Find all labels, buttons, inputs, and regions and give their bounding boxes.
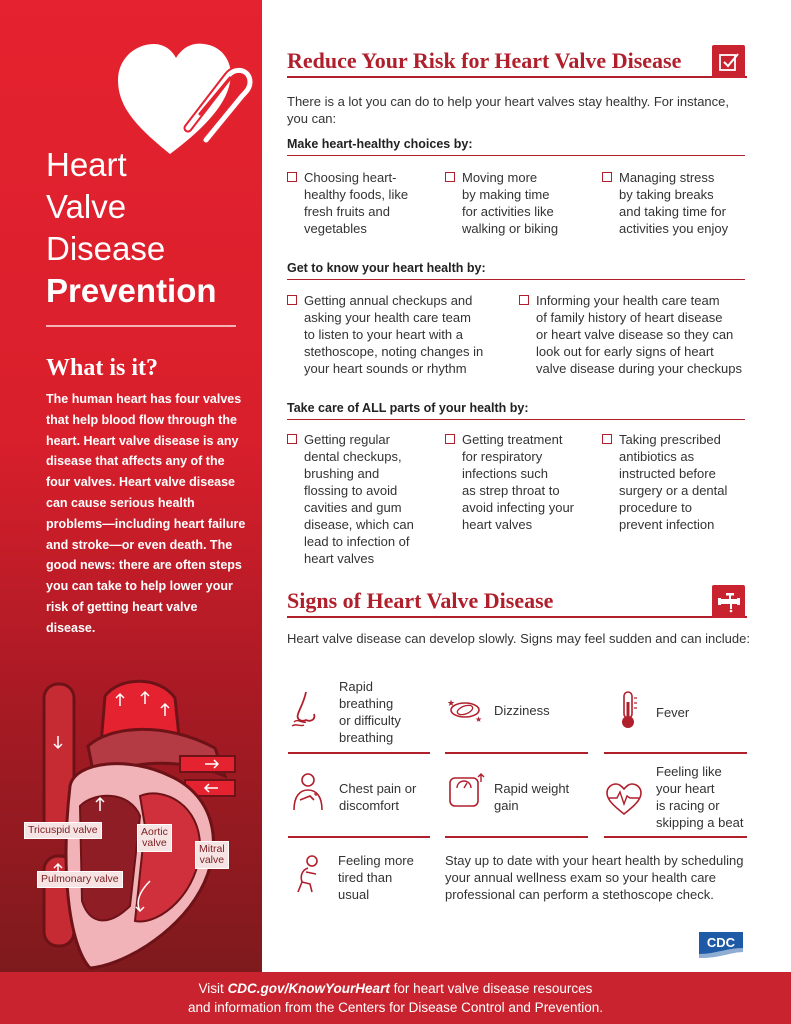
sidebar bbox=[0, 0, 262, 972]
checkbox[interactable] bbox=[602, 434, 612, 444]
checkbox[interactable] bbox=[287, 172, 297, 182]
sign-rule bbox=[445, 836, 588, 838]
checkbox[interactable] bbox=[445, 172, 455, 182]
checkbox-icon bbox=[712, 45, 745, 78]
group-rule bbox=[287, 279, 745, 280]
checkbox[interactable] bbox=[445, 434, 455, 444]
checklist-item[interactable]: Taking prescribed antibiotics as instructed before surgery or a dental procedure to prevent infection bbox=[602, 431, 762, 533]
sign-chest-pain: Chest pain or discomfort bbox=[288, 772, 433, 822]
what-is-it-body: The human heart has four valves that help blood flow through the heart. Heart valve disease is any disease that affects any of the four valves. Heart valve disease can cause serious health problems—including heart failure and stroke—or even death. The good news: there are often steps you can take to help lower your risk of getting heart valve disease. bbox=[46, 392, 246, 635]
sign-rule bbox=[604, 752, 747, 754]
mitral-valve-label: Mitral valve bbox=[195, 841, 229, 869]
wellness-note: Stay up to date with your heart health by scheduling your annual wellness exam so your health care professional can perform a stethoscope check. bbox=[445, 853, 744, 902]
group-rule bbox=[287, 155, 745, 156]
sign-weight-gain: Rapid weight gain bbox=[445, 772, 590, 822]
signs-rule bbox=[287, 616, 747, 618]
svg-text:★: ★ bbox=[475, 715, 483, 724]
sidebar-divider bbox=[46, 325, 236, 327]
footer-text: for heart valve disease resources bbox=[389, 981, 593, 996]
checkbox[interactable] bbox=[602, 172, 612, 182]
thermometer-icon bbox=[609, 690, 649, 730]
nose-breathing-icon bbox=[288, 688, 328, 728]
footer bbox=[0, 972, 791, 1024]
sign-heart-racing: Feeling like your heart is racing or skipping a beat bbox=[604, 763, 754, 833]
signs-heading: Signs of Heart Valve Disease bbox=[287, 588, 554, 613]
svg-text:CDC: CDC bbox=[706, 935, 736, 950]
checklist-item[interactable]: Moving more by making time for activities like walking or biking bbox=[445, 169, 595, 237]
know-your-heart-link[interactable]: CDC.gov/KnowYourHeart bbox=[227, 981, 390, 996]
sign-rule bbox=[288, 836, 430, 838]
checkbox[interactable] bbox=[287, 434, 297, 444]
tired-person-icon bbox=[288, 854, 328, 894]
sign-dizziness: ★ ★ Dizziness bbox=[445, 690, 590, 740]
signs-intro: Heart valve disease can develop slowly. Signs may feel sudden and can include: bbox=[287, 631, 750, 646]
chest-pain-icon bbox=[288, 772, 328, 812]
checklist-item[interactable]: Getting annual checkups and asking your health care team to listen to your heart with a stethoscope, noting changes in your heart sounds or rhythm bbox=[287, 292, 512, 377]
tricuspid-valve-label: Tricuspid valve bbox=[24, 822, 102, 839]
checklist-item[interactable]: Informing your health care team of family history of heart disease or heart valve disease so they can look out for early signs of heart valve disease during your checkups bbox=[519, 292, 764, 377]
footer-line-2: and information from the Centers for Disease Control and Prevention. bbox=[188, 1000, 603, 1015]
aortic-valve-label: Aortic valve bbox=[137, 824, 172, 852]
footer-text: Visit bbox=[198, 981, 228, 996]
page-title: Heart Valve Disease Prevention bbox=[46, 146, 217, 309]
sign-tired: Feeling more tired than usual bbox=[288, 852, 433, 907]
reduce-risk-intro: There is a lot you can do to help your heart valves stay healthy. For instance, you can: bbox=[287, 94, 729, 126]
sign-rule bbox=[288, 752, 430, 754]
group-heading-all-parts: Take care of ALL parts of your health by: bbox=[287, 401, 529, 415]
reduce-risk-heading: Reduce Your Risk for Heart Valve Disease bbox=[287, 48, 682, 73]
group-rule bbox=[287, 419, 745, 420]
dizziness-icon bbox=[445, 690, 485, 730]
pulmonary-valve-label: Pulmonary valve bbox=[37, 871, 123, 888]
sign-rule bbox=[445, 752, 588, 754]
checklist-item[interactable]: Choosing heart- healthy foods, like fresh fruits and vegetables bbox=[287, 169, 437, 237]
checklist-item[interactable]: Getting regular dental checkups, brushing and flossing to avoid cavities and gum disease, which can lead to infection of heart valves bbox=[287, 431, 437, 567]
faucet-icon bbox=[712, 585, 745, 618]
what-is-it-heading: What is it? bbox=[46, 355, 159, 381]
cdc-logo bbox=[697, 928, 745, 960]
group-heading-choices: Make heart-healthy choices by: bbox=[287, 137, 473, 151]
svg-text:★: ★ bbox=[447, 699, 456, 709]
sign-rule bbox=[604, 836, 747, 838]
group-heading-know: Get to know your heart health by: bbox=[287, 261, 486, 275]
sign-fever: Fever bbox=[604, 690, 749, 740]
scale-icon bbox=[445, 772, 485, 812]
checkbox[interactable] bbox=[519, 295, 529, 305]
heartbeat-icon bbox=[604, 780, 644, 820]
sign-rapid-breathing: Rapid breathing or difficulty breathing bbox=[288, 678, 433, 748]
reduce-risk-rule bbox=[287, 76, 747, 78]
checklist-item[interactable]: Managing stress by taking breaks and taking time for activities you enjoy bbox=[602, 169, 762, 237]
checkbox[interactable] bbox=[287, 295, 297, 305]
checklist-item[interactable]: Getting treatment for respiratory infections such as strep throat to avoid infecting your heart valves bbox=[445, 431, 600, 533]
